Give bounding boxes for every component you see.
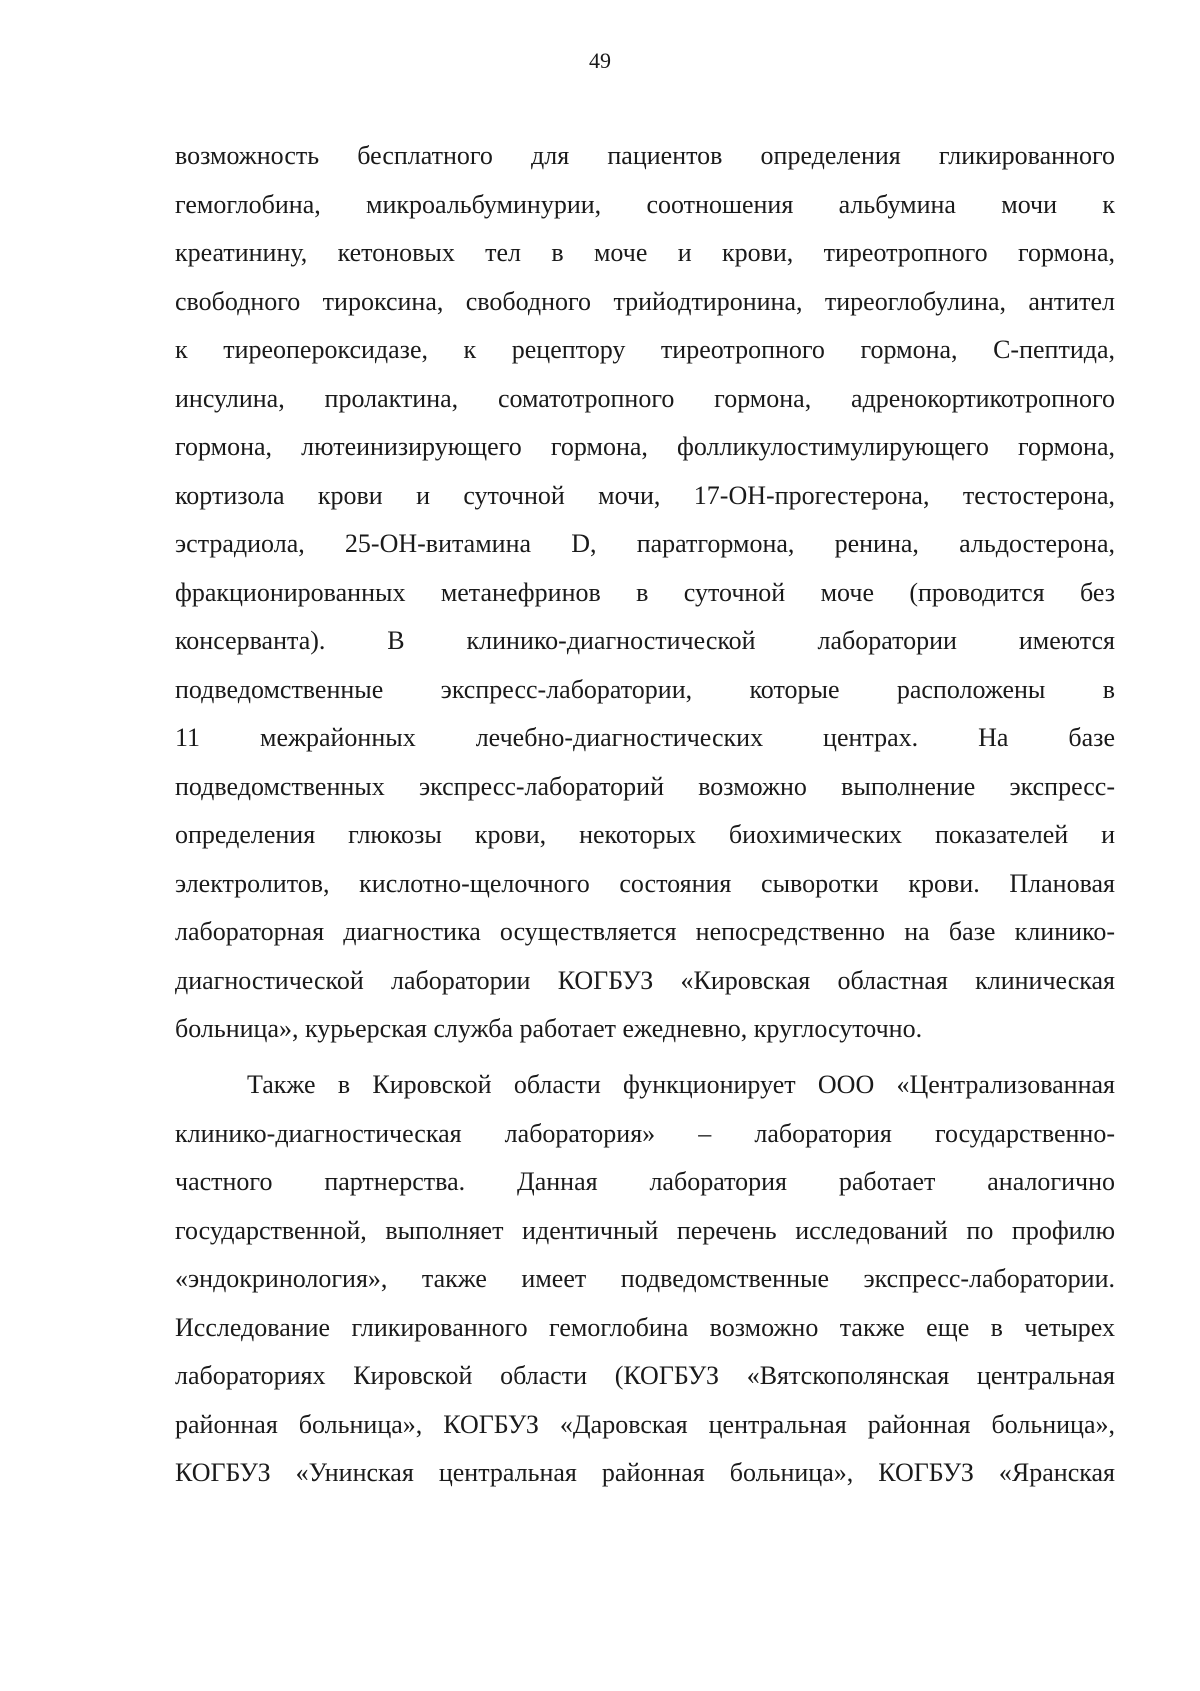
text-line: частного партнерства. Данная лаборатория работает аналогично: [175, 1167, 1115, 1196]
paragraph-2: [175, 1061, 1115, 1498]
text-line: возможность бесплатного для пациентов определения гликированного: [175, 141, 1115, 170]
text-line: фракционированных метанефринов в суточной моче (проводится без: [175, 577, 1115, 607]
text-line: электролитов, кислотно-щелочного состояния сыворотки крови. Плановая: [175, 868, 1115, 898]
text-line: диагностической лаборатории КОГБУЗ «Кировская областная клиническая: [175, 965, 1115, 995]
text-line: Также в Кировской области функционирует ООО «Централизованная: [247, 1070, 1115, 1099]
text-line: клинико-диагностическая лаборатория» – лаборатория государственно-: [175, 1118, 1115, 1148]
text-line: районная больница», КОГБУЗ «Даровская центральная районная больница»,: [175, 1409, 1115, 1439]
text-line: эстрадиола, 25-ОН-витамина D, паратгормона, ренина, альдостерона,: [175, 529, 1115, 558]
text-line: свободного тироксина, свободного трийодтиронина, тиреоглобулина, антител: [175, 286, 1115, 316]
text-line: лабораторная диагностика осуществляется непосредственно на базе клинико-: [175, 917, 1115, 946]
text-line: к тиреопероксидазе, к рецептору тиреотропного гормона, С-пептида,: [175, 335, 1115, 364]
text-line: лабораториях Кировской области (КОГБУЗ «Вятскополянская центральная: [175, 1361, 1115, 1390]
text-line: государственной, выполняет идентичный перечень исследований по профилю: [175, 1215, 1115, 1245]
text-line: определения глюкозы крови, некоторых биохимических показателей и: [175, 820, 1115, 849]
text-line: креатинину, кетоновых тел в моче и крови, тиреотропного гормона,: [175, 238, 1115, 267]
text-line: больница», курьерская служба работает ежедневно, круглосуточно.: [175, 1014, 923, 1043]
text-line: гемоглобина, микроальбуминурии, соотношения альбумина мочи к: [175, 189, 1115, 219]
text-line: подведомственные экспресс-лаборатории, которые расположены в: [175, 674, 1115, 704]
text-line: инсулина, пролактина, соматотропного гормона, адренокортикотропного: [175, 383, 1115, 413]
text-line: подведомственных экспресс-лабораторий возможно выполнение экспресс-: [175, 771, 1115, 801]
paragraph-1: [175, 132, 1115, 1054]
text-line: консерванта). В клинико-диагностической лаборатории имеются: [175, 626, 1115, 655]
text-line: «эндокринология», также имеет подведомственные экспресс-лаборатории.: [175, 1264, 1115, 1293]
text-line: КОГБУЗ «Унинская центральная районная больница», КОГБУЗ «Яранская: [175, 1458, 1115, 1487]
text-line: 11 межрайонных лечебно-диагностических центрах. На базе: [175, 723, 1115, 752]
text-line: гормона, лютеинизирующего гормона, фолликулостимулирующего гормона,: [175, 432, 1115, 461]
text-line: кортизола крови и суточной мочи, 17-ОН-прогестерона, тестостерона,: [175, 480, 1115, 510]
page-number: 49: [589, 48, 611, 73]
text-line: Исследование гликированного гемоглобина возможно также еще в четырех: [175, 1312, 1115, 1342]
